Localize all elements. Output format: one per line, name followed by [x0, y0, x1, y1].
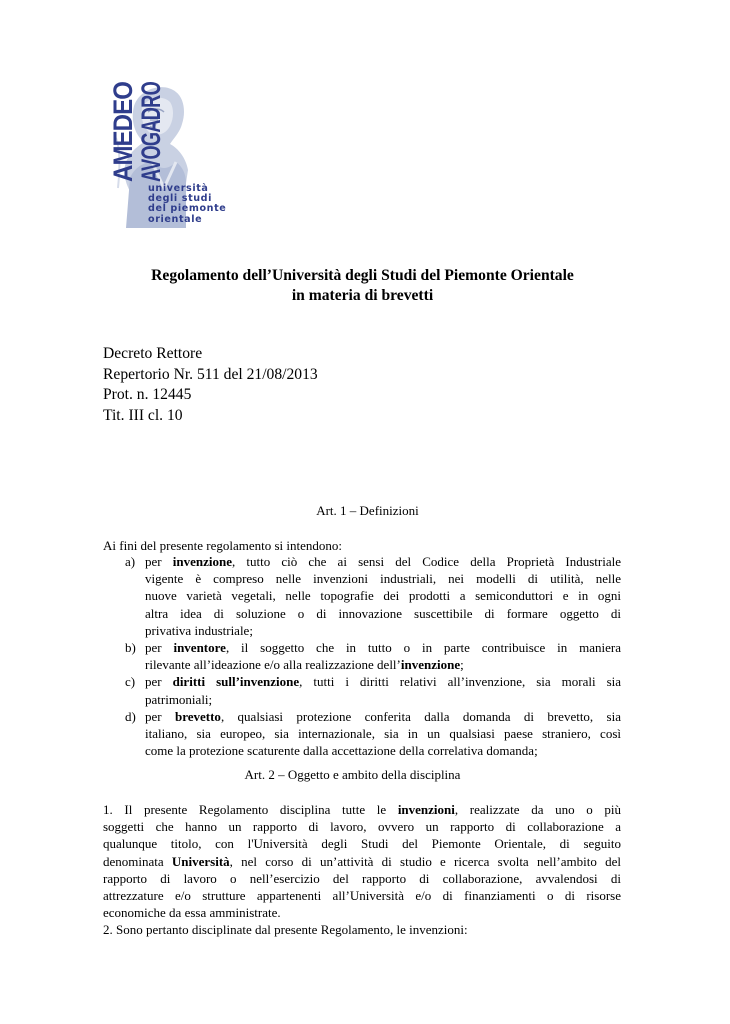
- text-line: [145, 553, 621, 570]
- list-marker: b): [125, 640, 136, 656]
- text-run: rapporto di lavoro o nell’esercizio del rapporto di collaborazione, avvalendosi di: [103, 870, 621, 886]
- text-run: patrimoniali;: [145, 691, 213, 707]
- article-1-heading: Art. 1 – Definizioni: [316, 503, 419, 518]
- logo-text-line: degli studi: [148, 193, 213, 205]
- text-run: privativa industriale;: [145, 622, 253, 638]
- text-run: altra idea di soluzione o di innovazione suscettibile di formare oggetto di: [145, 605, 621, 621]
- definition-text: [145, 673, 621, 707]
- logo-text-line: orientale: [148, 213, 203, 225]
- definitions-list: [103, 553, 621, 759]
- defined-term: invenzione: [400, 657, 461, 673]
- text-line: [145, 725, 621, 742]
- text-line: [145, 673, 621, 690]
- text-line: [103, 870, 621, 887]
- text-line: [145, 622, 621, 639]
- logo-name-line1: AMEDEO: [108, 69, 138, 182]
- text-run: nuove varietà vegetali, nelle topografie dei prodotti a semiconduttori e in ogni: [145, 588, 621, 604]
- text-line: [145, 639, 621, 656]
- text-line: [145, 691, 621, 708]
- definition-item: [103, 553, 621, 639]
- definition-item: [103, 639, 621, 673]
- list-marker: a): [125, 554, 136, 569]
- text-run: italiano, sia europeo, sia internazionale, sia in un qualsiasi paese straniero, così: [145, 726, 621, 742]
- text-run: soggetti che hanno un rapporto di lavoro, ovvero un rapporto di collaborazione a: [103, 819, 621, 835]
- text-run: attrezzature e/o strutture appartenenti all’Università e/o di finanziamenti o di risorse: [103, 888, 621, 904]
- text-line: [103, 853, 621, 870]
- definition-text: [145, 639, 621, 673]
- decree-line: Repertorio Nr. 511 del 21/08/2013: [103, 365, 318, 383]
- decree-line: Decreto Rettore: [103, 345, 203, 362]
- definition-item: [103, 708, 621, 760]
- text-run: denominata: [103, 853, 172, 869]
- document-title: Regolamento dell’Università degli Studi del Piemonte Orientale: [151, 267, 574, 284]
- text-line: [103, 887, 621, 904]
- text-line: [145, 708, 621, 725]
- defined-term: inventore: [173, 640, 226, 656]
- defined-term: Università: [171, 853, 230, 869]
- text-run: per: [145, 640, 174, 656]
- text-line: [145, 656, 621, 673]
- text-run: come la protezione scaturente dalla accettazione della correlativa domanda;: [145, 743, 538, 759]
- text-run: per: [145, 554, 173, 569]
- text-line: [145, 570, 621, 587]
- text-run: 1. Il presente Regolamento disciplina tutte le: [103, 802, 398, 817]
- decree-line: Prot. n. 12445: [103, 386, 192, 403]
- text-run: , tutto ciò che ai sensi del Codice della Proprietà Industriale: [231, 554, 621, 569]
- text-line: [145, 587, 621, 604]
- decree-block: [103, 344, 318, 426]
- text-run: ;: [460, 657, 464, 673]
- document-subtitle: in materia di brevetti: [291, 287, 434, 304]
- defined-term: brevetto: [174, 708, 221, 724]
- decree-line: Tit. III cl. 10: [103, 406, 183, 424]
- text-line: [145, 742, 621, 759]
- text-line: [103, 801, 621, 818]
- text-line: [103, 904, 621, 921]
- text-run: , il soggetto che in tutto o in parte contribuisce in maniera: [225, 640, 621, 656]
- definition-text: [145, 553, 621, 639]
- article-2-paragraph-2: 2. Sono pertanto disciplinate dal presente Regolamento, le invenzioni:: [103, 922, 468, 938]
- list-marker: c): [125, 674, 136, 690]
- defined-term: invenzioni: [397, 802, 455, 817]
- text-run: , realizzate da uno o più: [454, 802, 621, 817]
- definition-item: [103, 673, 621, 707]
- text-run: vigente è compreso nelle invenzioni industriali, nei modelli di utilità, nelle: [145, 571, 621, 587]
- text-run: qualunque titolo, con l'Università degli Studi del Piemonte Orientale, di seguito: [103, 836, 621, 852]
- article-2-body: [103, 801, 621, 939]
- defined-term: invenzione: [172, 554, 232, 569]
- text-run: , qualsiasi protezione conferita dalla domanda di brevetto, sia: [220, 708, 621, 724]
- defined-term: diritti sull’invenzione: [172, 674, 300, 690]
- text-run: rilevante all’ideazione e/o alla realizzazione dell’: [145, 657, 401, 673]
- definition-text: [145, 708, 621, 760]
- logo-name-line2: AVOGADRO: [136, 32, 166, 182]
- article-1-intro: Ai fini del presente regolamento si intendono:: [103, 538, 342, 553]
- text-run: , nel corso di un’attività di studio e ricerca svolta nell’ambito del: [229, 853, 621, 869]
- logo-text-line: del piemonte: [148, 203, 227, 215]
- text-line: [103, 835, 621, 852]
- logo-text-line: università: [148, 183, 209, 194]
- text-run: per: [145, 708, 175, 724]
- text-run: per: [145, 674, 173, 690]
- article-2-heading: Art. 2 – Oggetto e ambito della disciplina: [244, 767, 461, 782]
- list-marker: d): [125, 708, 136, 724]
- text-run: , tutti i diritti relativi all’invenzione, sia morali sia: [299, 674, 622, 690]
- logo-university-text: [148, 184, 228, 225]
- article-2-paragraph-1: [103, 801, 621, 921]
- text-line: [103, 818, 621, 835]
- amedeo-avogadro-wordmark: [108, 32, 192, 184]
- text-line: [145, 605, 621, 622]
- text-run: economiche da essa amministrate.: [103, 905, 281, 921]
